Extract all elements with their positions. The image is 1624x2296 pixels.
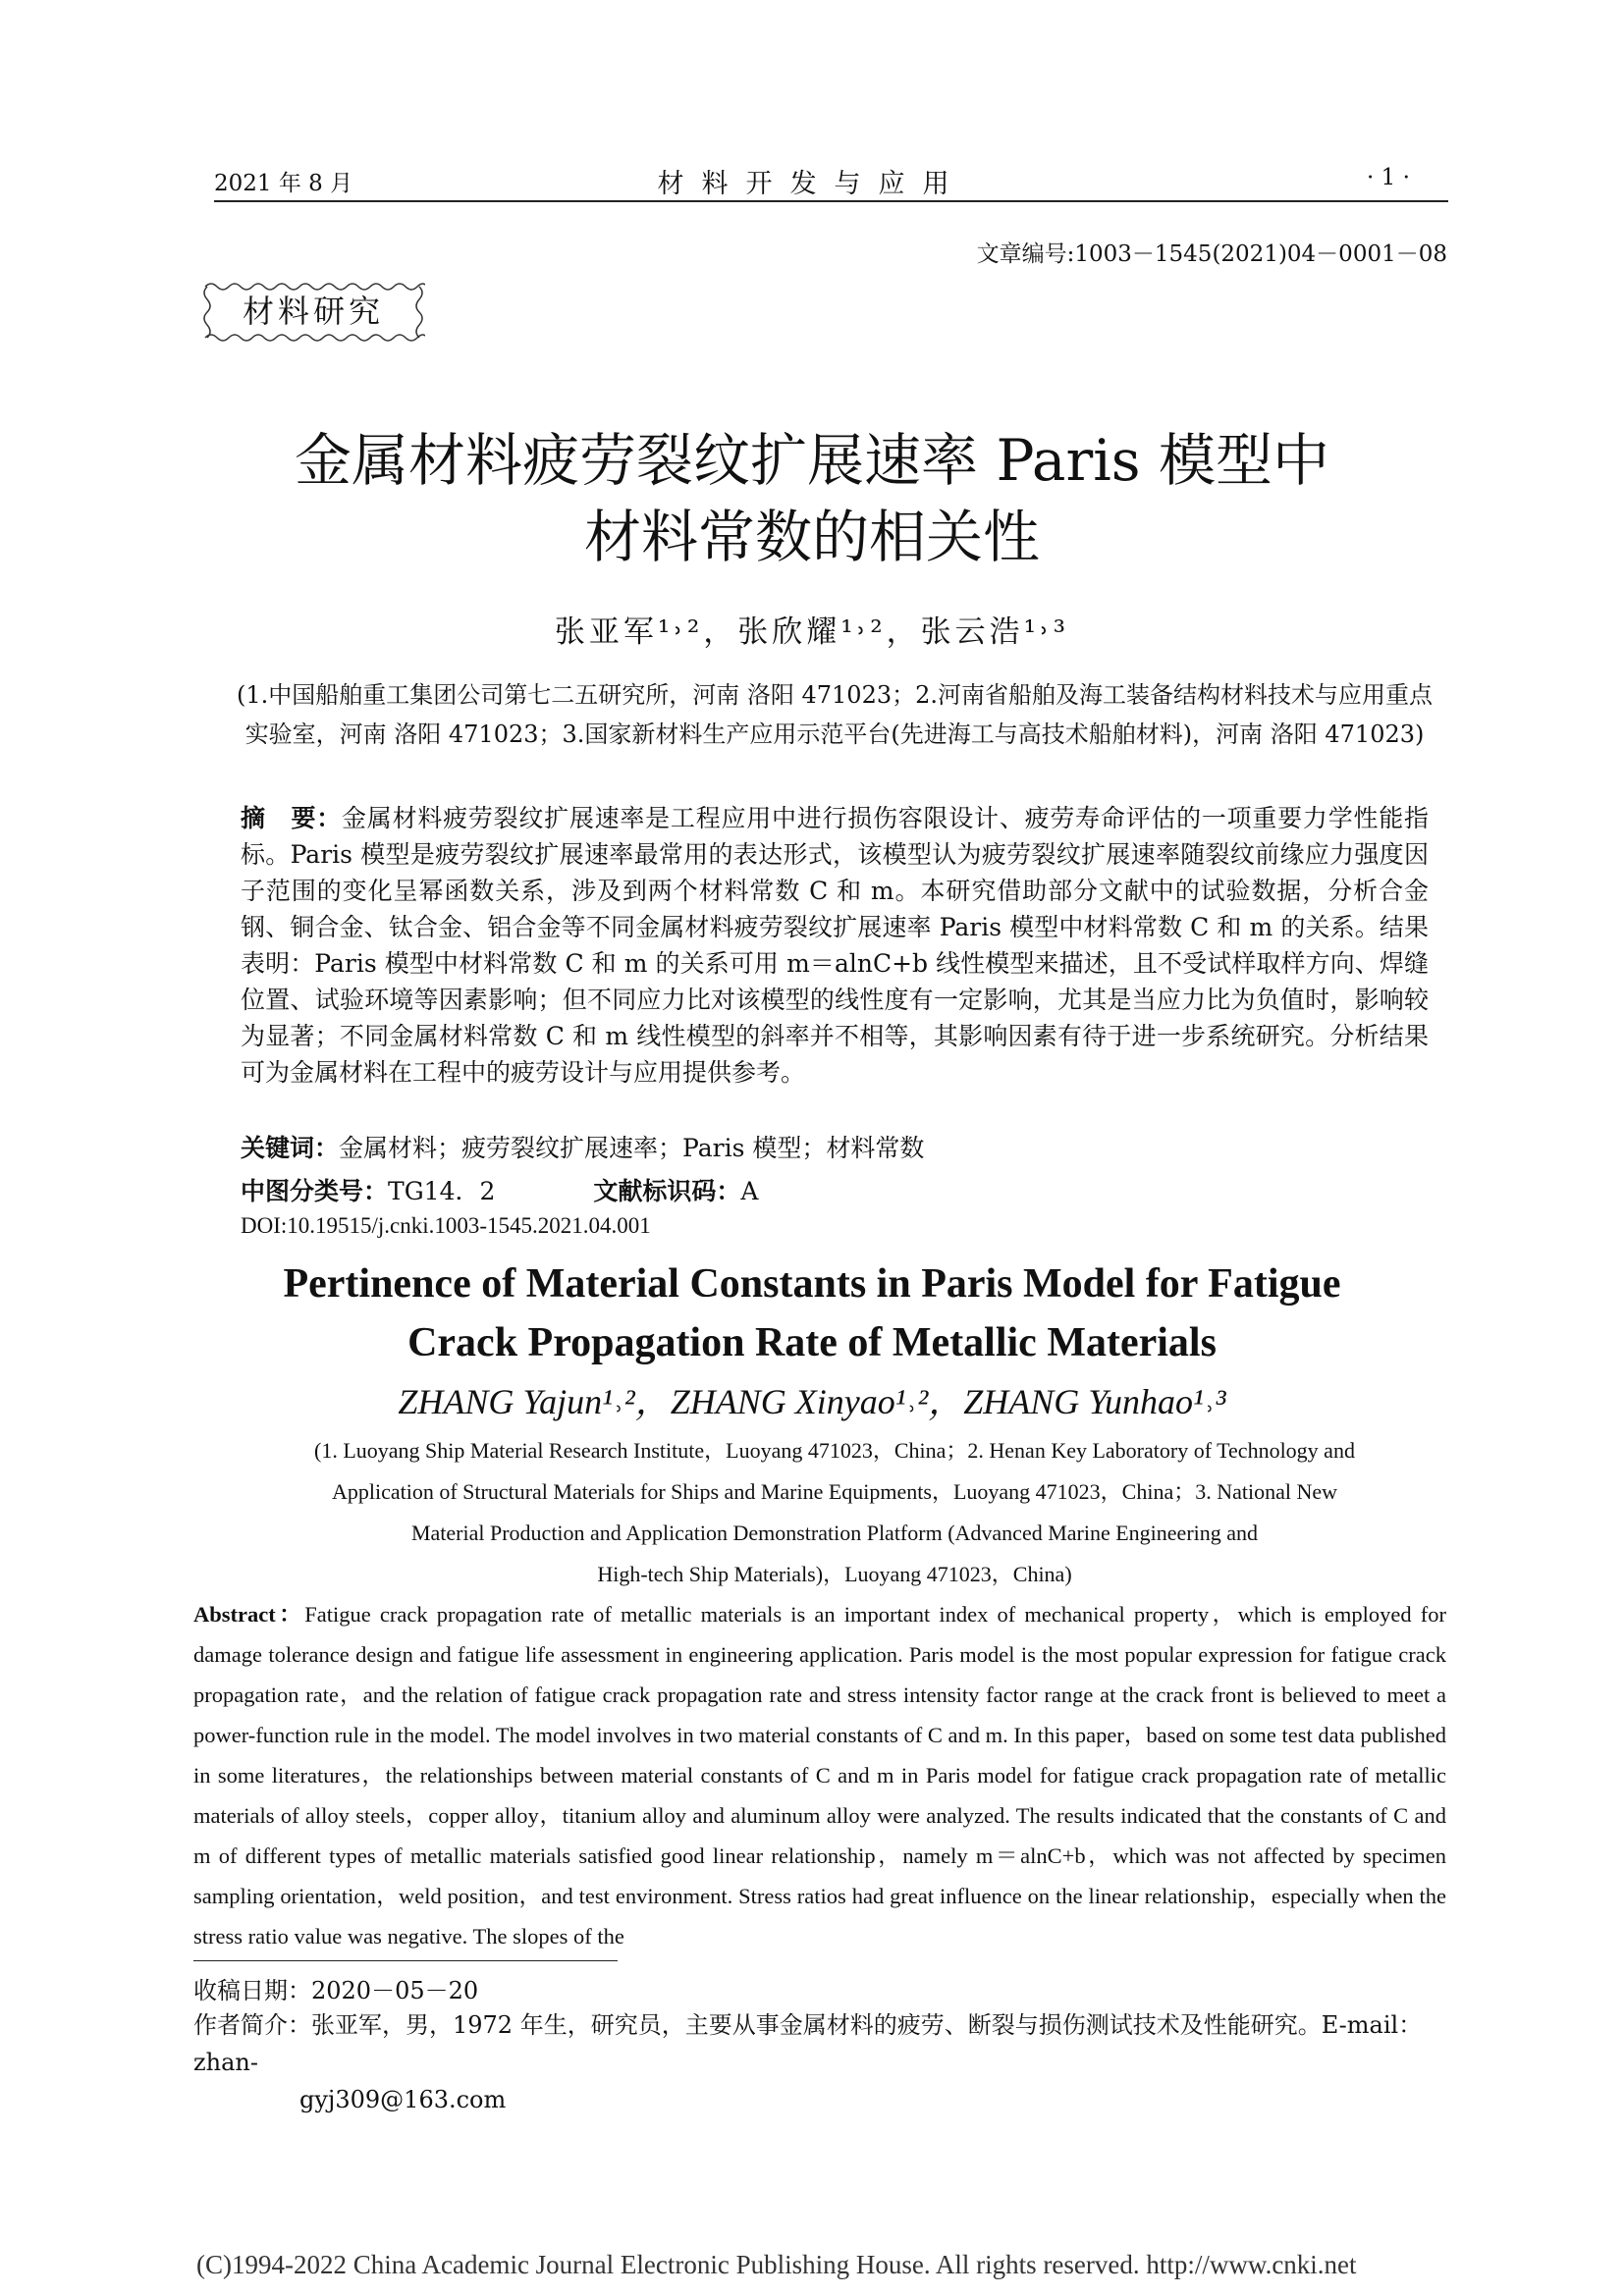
en-abstract bbox=[193, 1594, 1446, 1956]
cn-abstract-label: 摘 要： bbox=[241, 804, 343, 832]
received-date: 收稿日期：2020－05－20 bbox=[193, 1977, 479, 2004]
en-affil-line2: Application of Structural Materials for Ships and Marine Equipments，Luoyang 471023，China；3. National New bbox=[331, 1479, 1338, 1504]
en-title bbox=[0, 1255, 1624, 1372]
doc-code-label: 文献标识码： bbox=[593, 1177, 741, 1205]
article-number: 文章编号:1003－1545(2021)04－0001－08 bbox=[976, 241, 1447, 267]
clc-value: TG14．2 bbox=[388, 1177, 496, 1205]
bio-label: 作者简介： bbox=[193, 2011, 311, 2039]
cn-title-line1: 金属材料疲劳裂纹扩展速率 Paris 模型中 bbox=[295, 427, 1329, 494]
keywords-text: 金属材料；疲劳裂纹扩展速率；Paris 模型；材料常数 bbox=[339, 1134, 925, 1162]
en-abstract-text: Fatigue crack propagation rate of metallic materials is an important index of mechanical property，which is employed for damage tolerance design and fatigue life assessment in engineering application. Paris model is the most popular expression for fatigue crack propagation rate，and the relation of fatigue crack propagation rate and stress intensity factor range at the crack front is believed to meet a power-function rule in the model. The model involves in two material constants of C and m. In this paper，based on some test data published in some literatures，the relationships between material constants of C and m in Paris model for fatigue crack propagation rate of metallic materials of alloy steels，copper alloy，titanium alloy and aluminum alloy were analyzed. The results indicated that the constants of C and m of different types of metallic materials satisfied good linear relationship，namely m＝alnC+b，which was not affected by specimen sampling orientation，weld position，and test environment. Stress ratios had great influence on the linear relationship，especially when the stress ratio value was negative. The slopes of the bbox=[193, 1602, 1446, 1949]
bio-text: 张亚军，男，1972 年生，研究员，主要从事金属材料的疲劳、断裂与损伤测试技术及性能研究。E-mail：zhan- bbox=[193, 2011, 1423, 2076]
keywords-label: 关键词： bbox=[241, 1134, 340, 1162]
en-title-line1: Pertinence of Material Constants in Paris Model for Fatigue bbox=[283, 1261, 1341, 1307]
en-affiliation bbox=[226, 1430, 1443, 1595]
issue-date: 2021 年 8 月 bbox=[214, 171, 353, 196]
classification bbox=[241, 1172, 758, 1207]
copyright-notice: (C)1994-2022 China Academic Journal Electronic Publishing House. All rights reserved. http://www.cnki.net bbox=[196, 2250, 1357, 2279]
doi: DOI:10.19515/j.cnki.1003-1545.2021.04.001 bbox=[241, 1213, 651, 1238]
cn-title-line2: 材料常数的相关性 bbox=[583, 504, 1040, 570]
footnote-rule bbox=[193, 1960, 618, 1961]
en-affil-line4: High-tech Ship Materials)，Luoyang 471023，China) bbox=[597, 1562, 1072, 1586]
en-affil-line1: (1. Luoyang Ship Material Research Institute，Luoyang 471023，China；2. Henan Key Laboratory of Technology and bbox=[314, 1438, 1355, 1463]
cn-authors: 张亚军¹˒²，张欣耀¹˒²，张云浩¹˒³ bbox=[554, 614, 1070, 650]
doc-code-value: A bbox=[740, 1177, 759, 1205]
en-abstract-label: Abstract： bbox=[193, 1602, 305, 1627]
en-affil-line3: Material Production and Application Demonstration Platform (Advanced Marine Engineering and bbox=[410, 1521, 1259, 1545]
cn-abstract-text: 金属材料疲劳裂纹扩展速率是工程应用中进行损伤容限设计、疲劳寿命评估的一项重要力学性能指标。Paris 模型是疲劳裂纹扩展速率最常用的表达形式，该模型认为疲劳裂纹扩展速率随裂纹前缘应力强度因子范围的变化呈幂函数关系，涉及到两个材料常数 C 和 m。本研究借助部分文献中的试验数据，分析合金钢、铜合金、钛合金、铝合金等不同金属材料疲劳裂纹扩展速率 Paris 模型中材料常数 C 和 m 的关系。结果表明：Paris 模型中材料常数 C 和 m 的关系可用 m＝alnC+b 线性模型来描述，且不受试样取样方向、焊缝位置、试验环境等因素影响；但不同应力比对该模型的线性度有一定影响，尤其是当应力比为负值时，影响较为显著；不同金属材料常数 C 和 m 线性模型的斜率并不相等，其影响因素有待于进一步系统研究。分析结果可为金属材料在工程中的疲劳设计与应用提供参考。 bbox=[241, 804, 1429, 1087]
cn-abstract bbox=[241, 800, 1429, 1091]
column-label: 材料研究 bbox=[242, 293, 384, 330]
cn-title bbox=[0, 422, 1624, 575]
en-authors: ZHANG Yajun¹˒²，ZHANG Xinyao¹˒²，ZHANG Yunhao¹˒³ bbox=[398, 1382, 1226, 1421]
author-bio bbox=[193, 2006, 1450, 2118]
bio-email-cont: gyj309@163.com bbox=[299, 2086, 507, 2113]
en-title-line2: Crack Propagation Rate of Metallic Materials bbox=[407, 1320, 1217, 1365]
header-rule bbox=[214, 200, 1448, 202]
journal-name: 材料开发与应用 bbox=[657, 169, 967, 199]
keywords bbox=[241, 1129, 924, 1164]
clc-label: 中图分类号： bbox=[241, 1177, 389, 1205]
page-number: · 1 · bbox=[1367, 165, 1410, 190]
cn-affiliation: (1.中国船舶重工集团公司第七二五研究所，河南 洛阳 471023；2.河南省船舶及海工装备结构材料技术与应用重点实验室，河南 洛阳 471023；3.国家新材料生产应用示范平台(先进海工与高技术船舶材料)，河南 洛阳 471023) bbox=[236, 681, 1434, 748]
